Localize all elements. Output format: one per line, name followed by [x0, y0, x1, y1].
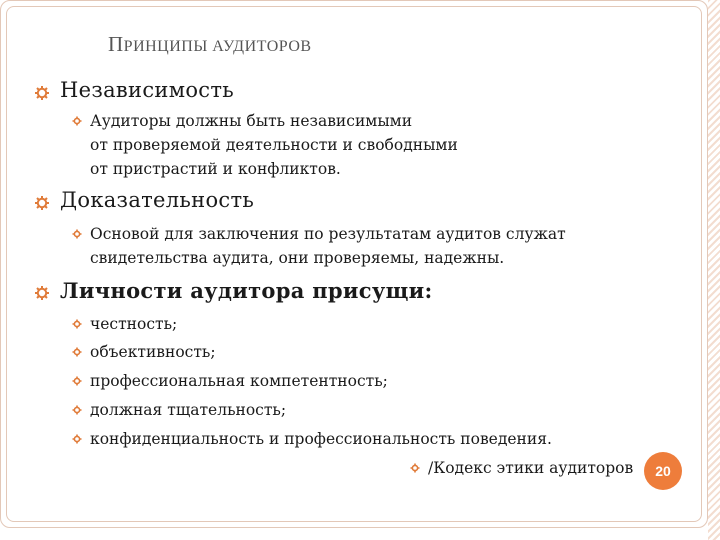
gear-bullet-icon [72, 434, 82, 444]
section-heading-independence: Независимость [60, 78, 234, 102]
section-heading-personal-qualities: Личности аудитора присущи: [60, 278, 433, 303]
gear-bullet-icon [72, 405, 82, 415]
quality-item: должная тщательность; [90, 401, 287, 419]
title-rest: РИНЦИПЫ АУДИТОРОВ [123, 38, 312, 55]
quality-item: объективность; [90, 343, 216, 361]
quality-item: честность; [90, 315, 178, 333]
quality-item: конфиденциальность и профессиональность поведения. [90, 430, 552, 448]
gear-bullet-icon [72, 229, 82, 239]
independence-line-2: от проверяемой деятельности и свободными [90, 136, 458, 154]
gear-bullet-icon [72, 376, 82, 386]
gear-bullet-icon [72, 319, 82, 329]
gear-bullet-icon [34, 85, 50, 101]
code-of-ethics-note: /Кодекс этики аудиторов [428, 459, 634, 477]
gear-bullet-icon [34, 285, 50, 301]
section-heading-evidence: Доказательность [60, 188, 255, 212]
gear-bullet-icon [34, 195, 50, 211]
evidence-line-1: Основой для заключения по результатам аудитов служат [90, 225, 566, 243]
title-first-letter: П [108, 32, 124, 56]
quality-item: профессиональная компетентность; [90, 372, 388, 390]
gear-bullet-icon [410, 463, 420, 473]
independence-line-3: от пристрастий и конфликтов. [90, 160, 341, 178]
page-number-badge: 20 [644, 452, 682, 490]
gear-bullet-icon [72, 116, 82, 126]
gear-bullet-icon [72, 347, 82, 357]
evidence-line-2: свидетельства аудита, они проверяемы, надежны. [90, 249, 505, 267]
independence-line-1: Аудиторы должны быть независимыми [90, 112, 413, 130]
